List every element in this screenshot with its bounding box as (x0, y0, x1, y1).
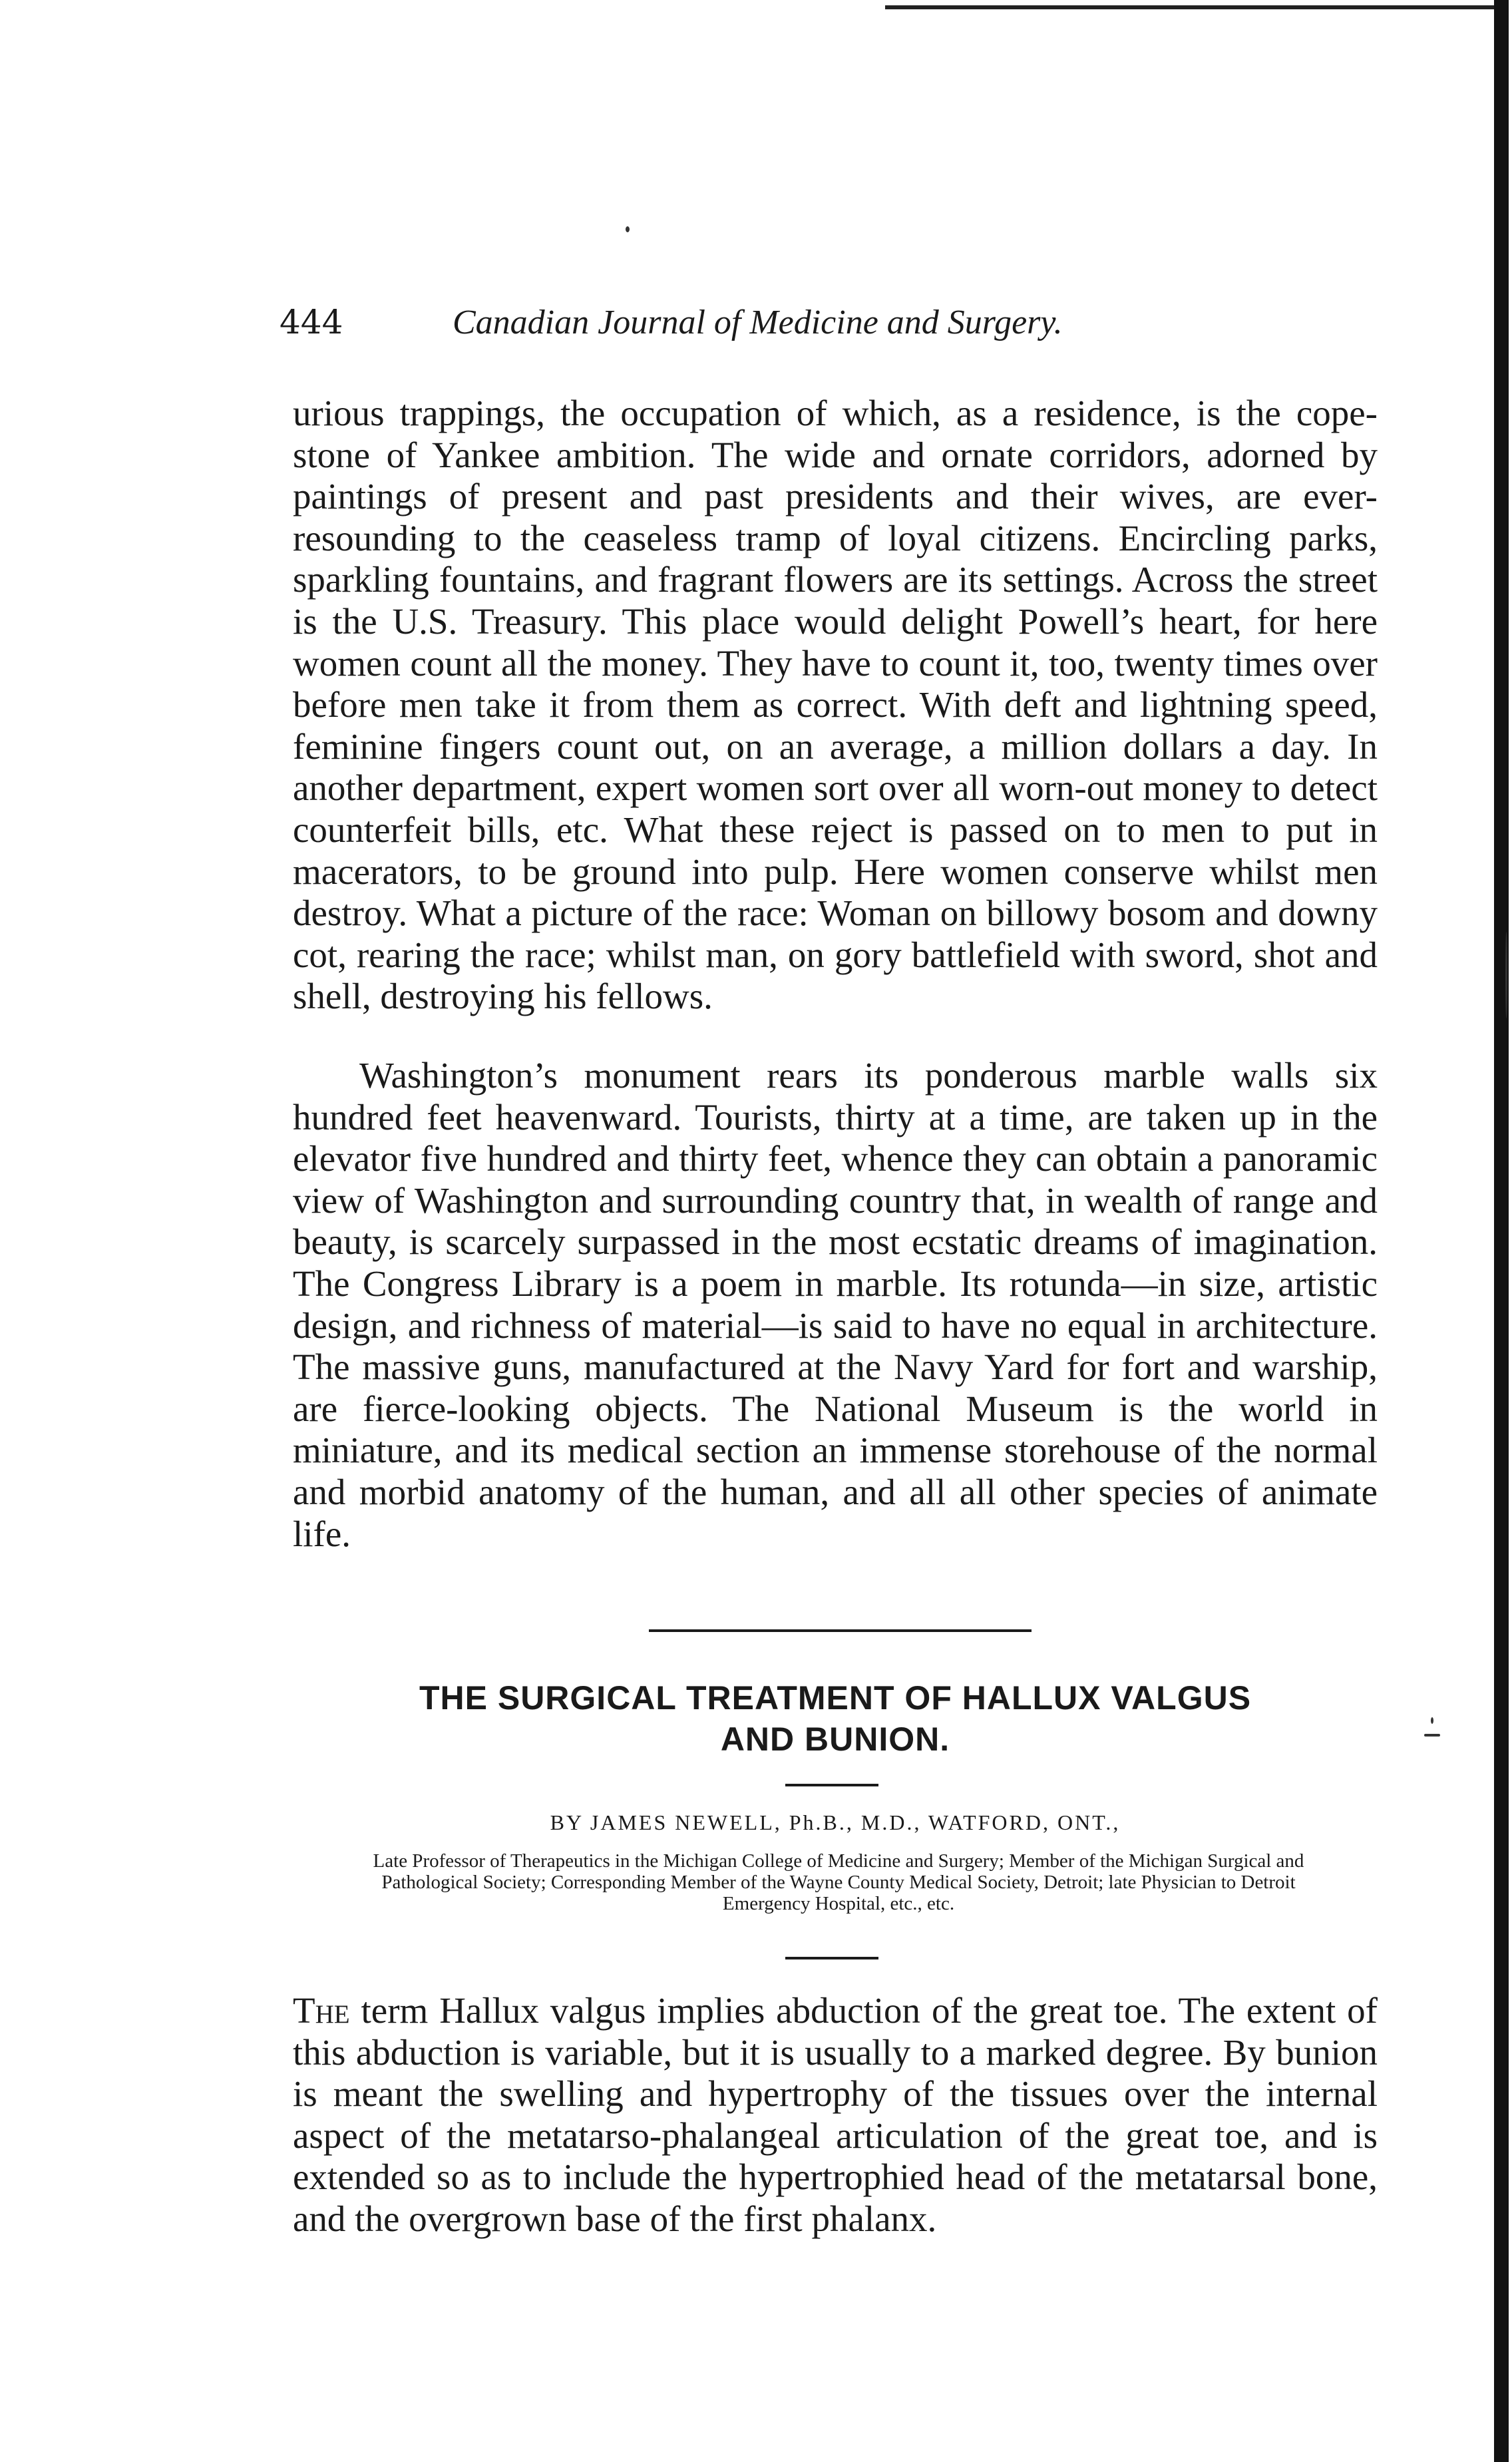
scan-right-edge (1494, 0, 1509, 2462)
title-divider (785, 1784, 878, 1786)
scan-speck (1505, 932, 1507, 1018)
article-paragraph-1 (293, 1990, 1378, 2240)
scan-speck (1424, 1734, 1440, 1737)
page-number: 444 (280, 303, 343, 341)
article-title-line-1: THE SURGICAL TREATMENT OF HALLUX VALGUS (419, 1679, 1252, 1717)
article-title-line-2: AND BUNION. (720, 1721, 950, 1758)
article-first-word: The (293, 1990, 350, 2031)
article-paragraph-1-text: term Hallux valgus implies abduction of the great toe. The extent of this abduction is variable, but it is usually to a marked degree. By bunion is meant the swelling and hypertrophy of the tissues over the internal aspect of the metatarso-phalangeal articulation of the great toe, and is extended so as to include the hypertrophied head of the metatarsal bone, and the overgrown base of the first phalanx. (293, 1990, 1378, 2239)
running-header (280, 303, 1211, 356)
section-divider (649, 1629, 1032, 1632)
scan-speck (1431, 1717, 1433, 1724)
journal-title: Canadian Journal of Medicine and Surgery. (453, 304, 1063, 341)
continued-paragraph-1: urious trappings, the occupation of which, as a residence, is the cope-stone of Yankee ambition. The wide and ornate corridors, adorned by paintings of present and past presidents and their wives, are ever-resounding to the ceaseless tramp of loyal citizens. Encircling parks, sparkling fountains, and fragrant flowers are its settings. Across the street is the U.S. Treasury. This place would delight Powell’s heart, for here women count all the money. They have to count it, too, twenty times over before men take it from them as correct. With deft and lightning speed, feminine fingers count out, on an average, a million dollars a day. In another department, expert women sort over all worn-out money to detect counterfeit bills, etc. What these reject is passed on to men to put in macerators, to be ground into pulp. Here women conserve whilst men destroy. What a picture of the race: Woman on billowy bosom and downy cot, rearing the race; whilst man, on gory battlefield with sword, shot and shell, destroying his fellows. (293, 393, 1378, 1017)
byline-divider (785, 1957, 878, 1959)
continued-paragraph-2: Washington’s monument rears its ponderous marble walls six hundred feet heavenward. Tourists, thirty at a time, are taken up in the elevator five hundred and thirty feet, whence they can obtain a panoramic view of Washington and surrounding country that, in wealth of range and beauty, is scarcely surpassed in the most ecstatic dreams of imagination. The Congress Library is a poem in marble. Its rotunda—in size, artistic design, and richness of material—is said to have no equal in architecture. The massive guns, manufactured at the Navy Yard for fort and warship, are fierce-looking objects. The National Museum is the world in miniature, and its medical section an immense storehouse of the normal and morbid anatomy of the human, and all all other species of animate life. (293, 1055, 1378, 1554)
author-credentials: Late Professor of Therapeutics in the Michigan College of Medicine and Surgery; Member of the Michigan Surgical and Pathological Society; Corresponding Member of the Wayne County Medical Society, Detroit; late Physician to Detroit Emergency Hospital, etc., etc. (373, 1850, 1304, 1914)
article-title (293, 1677, 1378, 1760)
author-byline: BY JAMES NEWELL, Ph.B., M.D., WATFORD, ONT., (550, 1810, 1121, 1834)
scan-top-rule (885, 5, 1507, 9)
scan-speck (626, 226, 630, 232)
